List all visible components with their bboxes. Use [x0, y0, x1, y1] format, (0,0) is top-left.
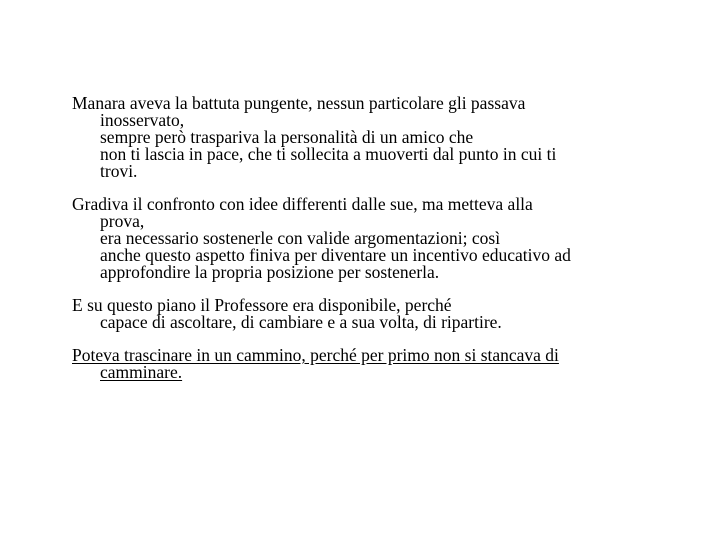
text-line: E su questo piano il Professore era disponibile, perché [72, 295, 452, 315]
text-line: trovi. [100, 161, 138, 181]
text-line: anche questo aspetto finiva per diventare un incentivo educativo ad [100, 245, 571, 265]
paragraph-2 [72, 196, 662, 281]
text-line: Manara aveva la battuta pungente, nessun particolare gli passava [72, 93, 526, 113]
paragraph-3 [72, 297, 662, 331]
text-line: approfondire la propria posizione per sostenerla. [100, 262, 440, 282]
paragraph-1 [72, 95, 662, 180]
text-line: camminare. [100, 362, 183, 382]
text-line: Poteva trascinare in un cammino, perché per primo non si stancava di [72, 345, 559, 365]
text-line: era necessario sostenerle con valide argomentazioni; così [100, 228, 501, 248]
text-line: capace di ascoltare, di cambiare e a sua volta, di ripartire. [100, 312, 502, 332]
text-line: inosservato, [100, 110, 185, 130]
paragraph-4-underlined [72, 347, 662, 381]
text-line: prova, [100, 211, 145, 231]
text-line: non ti lascia in pace, che ti sollecita a muoverti dal punto in cui ti [100, 144, 557, 164]
slide-text-body [72, 95, 662, 397]
text-line: Gradiva il confronto con idee differenti dalle sue, ma metteva alla [72, 194, 533, 214]
text-line: sempre però traspariva la personalità di un amico che [100, 127, 474, 147]
